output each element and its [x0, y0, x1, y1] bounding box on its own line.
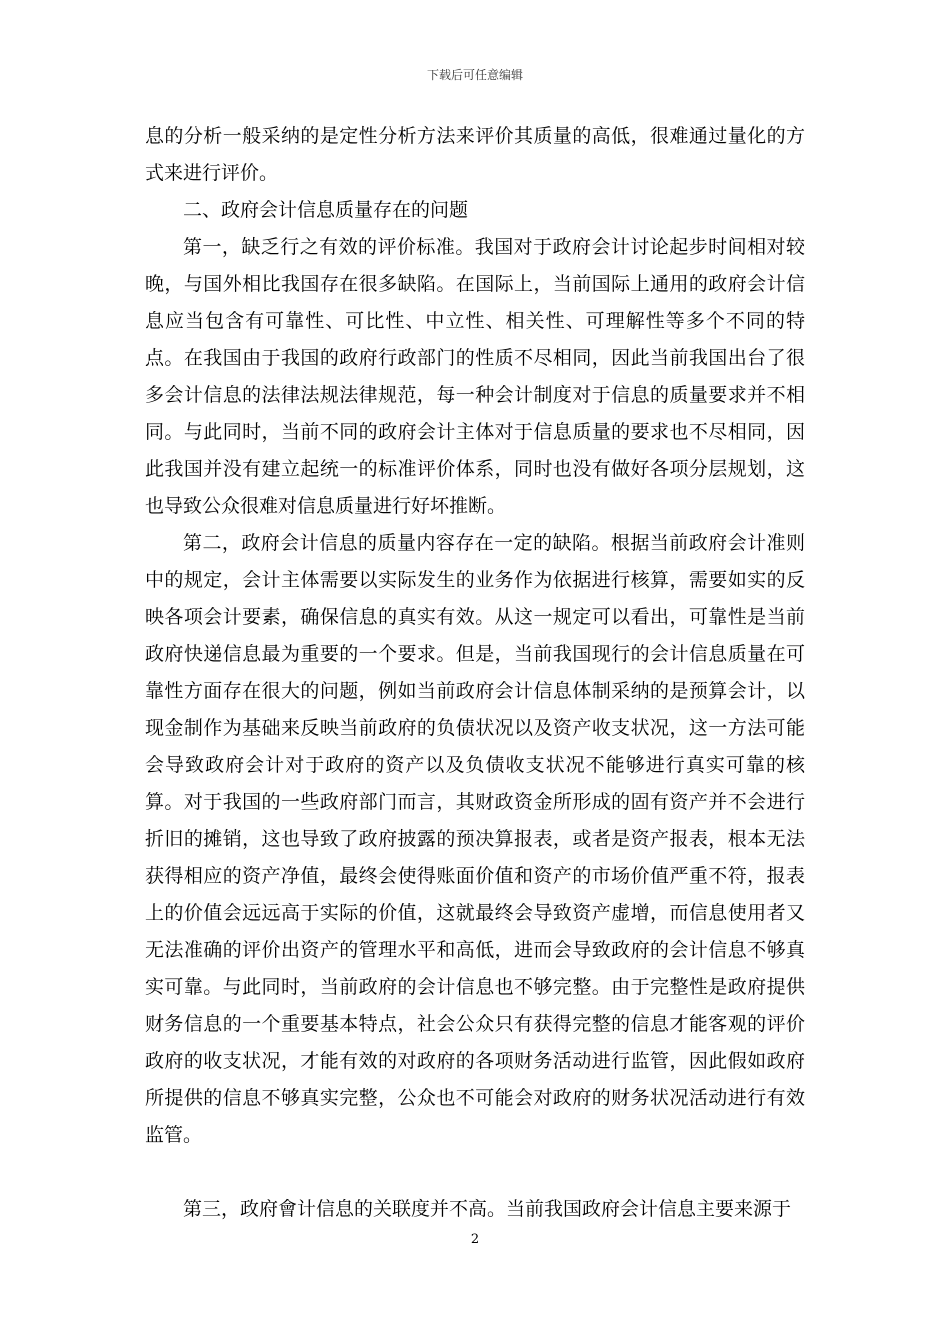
document-body: [145, 118, 805, 1228]
section-heading: 二、政府会计信息质量存在的问题: [183, 199, 469, 221]
page-header: 下载后可任意编辑: [426, 68, 523, 82]
paragraph-first: 第一，缺乏行之有效的评价标准。我国对于政府会计讨论起步时间相对较晚，与国外相比我国存在很多缺陷。在国际上，当前国际上通用的政府会计信息应当包含有可靠性、可比性、中立性、相关性、可理解性等多个不同的特点。在我国由于我国的政府行政部门的性质不尽相同，因此当前我国出台了很多会计信息的法律法规法律规范，每一种会计制度对于信息的质量要求并不相同。与此同时，当前不同的政府会计主体对于信息质量的要求也不尽相同，因此我国并没有建立起统一的标准评价体系，同时也没有做好各项分层规划，这也导致公众很难对信息质量进行好坏推断。: [145, 236, 805, 517]
paragraph-continuation: 息的分析一般采纳的是定性分析方法来评价其质量的高低，很难通过量化的方式来进行评价。: [145, 125, 805, 184]
paragraph-third: 第三，政府會计信息的关联度并不高。当前我国政府会计信息主要来源于: [183, 1198, 792, 1220]
page-number: 2: [470, 1232, 480, 1247]
paragraph-second: 第二，政府会计信息的质量内容存在一定的缺陷。根据当前政府会计准则中的规定，会计主体需要以实际发生的业务作为依据进行核算，需要如实的反映各项会计要素，确保信息的真实有效。从这一规定可以看出，可靠性是当前政府快递信息最为重要的一个要求。但是，当前我国现行的会计信息质量在可靠性方面存在很大的问题，例如当前政府会计信息体制采纳的是预算会计，以现金制作为基础来反映当前政府的负债状况以及资产收支状况，这一方法可能会导致政府会计对于政府的资产以及负债收支状况不能够进行真实可靠的核算。对于我国的一些政府部门而言，其财政资金所形成的固有资产并不会进行折旧的摊销，这也导致了政府披露的预决算报表，或者是资产报表，根本无法获得相应的资产净值，最终会使得账面价值和资产的市场价值严重不符，报表上的价值会远远高于实际的价值，这就最终会导致资产虚增，而信息使用者又无法准确的评价出资产的管理水平和高低，进而会导致政府的会计信息不够真实可靠。与此同时，当前政府的会计信息也不够完整。由于完整性是政府提供财务信息的一个重要基本特点，社会公众只有获得完整的信息才能客观的评价政府的收支状况，才能有效的对政府的各项财务活动进行监管，因此假如政府所提供的信息不够真实完整，公众也不可能会对政府的财务状况活动进行有效监管。: [145, 532, 805, 1146]
